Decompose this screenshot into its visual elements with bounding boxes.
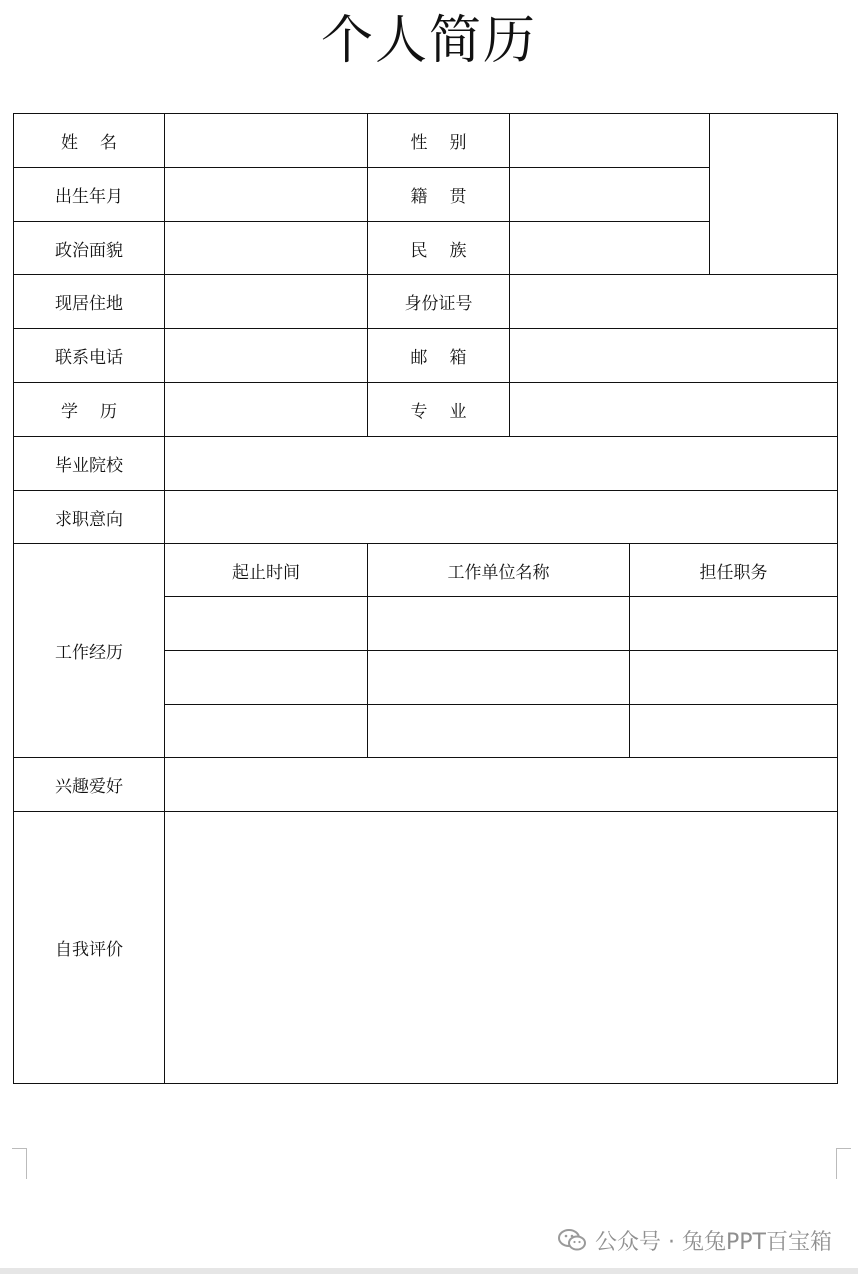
- label-major: 专业: [410, 402, 489, 422]
- label-native-place: 籍贯: [410, 187, 489, 207]
- grid-line: [164, 596, 838, 597]
- value-education[interactable]: [165, 383, 367, 436]
- label-phone: 联系电话: [55, 348, 123, 368]
- work-header-position: 担任职务: [699, 562, 768, 583]
- label-residence: 现居住地: [55, 294, 123, 314]
- watermark: [557, 1222, 832, 1258]
- value-native-place[interactable]: [510, 168, 709, 221]
- page-title: 个人简历: [320, 11, 537, 71]
- label-job-intention: 求职意向: [55, 509, 123, 530]
- value-phone[interactable]: [165, 329, 367, 382]
- value-gender[interactable]: [510, 114, 709, 167]
- watermark-text: 公众号 · 兔兔PPT百宝箱: [595, 1229, 832, 1255]
- page-corner-mark: [12, 1148, 27, 1179]
- value-ethnicity[interactable]: [510, 222, 709, 274]
- label-school: 毕业院校: [55, 456, 123, 476]
- label-email: 邮箱: [410, 348, 489, 368]
- label-hobbies: 兴趣爱好: [55, 777, 123, 797]
- label-name: 姓名: [61, 133, 139, 153]
- photo-cell[interactable]: [710, 114, 837, 274]
- grid-line: [164, 650, 838, 651]
- page-corner-mark: [836, 1148, 851, 1179]
- work-header-period: 起止时间: [232, 562, 300, 583]
- work-header-employer: 工作单位名称: [447, 562, 550, 583]
- value-residence[interactable]: [165, 275, 367, 328]
- label-political-status: 政治面貌: [55, 240, 123, 261]
- label-birth: 出生年月: [55, 187, 123, 207]
- wechat-icon: [557, 1227, 587, 1253]
- page-bottom-strip: [0, 1268, 858, 1274]
- value-self-evaluation[interactable]: [165, 812, 837, 1083]
- value-job-intention[interactable]: [165, 491, 837, 543]
- grid-line: [13, 1083, 838, 1084]
- label-work-experience: 工作经历: [55, 643, 123, 663]
- value-political-status[interactable]: [165, 222, 367, 274]
- label-ethnicity: 民族: [410, 240, 489, 261]
- label-id-number: 身份证号: [404, 294, 473, 314]
- label-self-evaluation: 自我评价: [55, 940, 123, 960]
- value-hobbies[interactable]: [165, 758, 837, 811]
- value-name[interactable]: [165, 114, 367, 167]
- grid-line: [837, 113, 838, 1084]
- value-id-number[interactable]: [510, 275, 837, 328]
- value-major[interactable]: [510, 383, 837, 436]
- value-email[interactable]: [510, 329, 837, 382]
- value-school[interactable]: [165, 437, 837, 490]
- label-gender: 性别: [410, 133, 489, 153]
- value-birth[interactable]: [165, 168, 367, 221]
- label-education: 学历: [61, 402, 139, 422]
- grid-line: [164, 704, 838, 705]
